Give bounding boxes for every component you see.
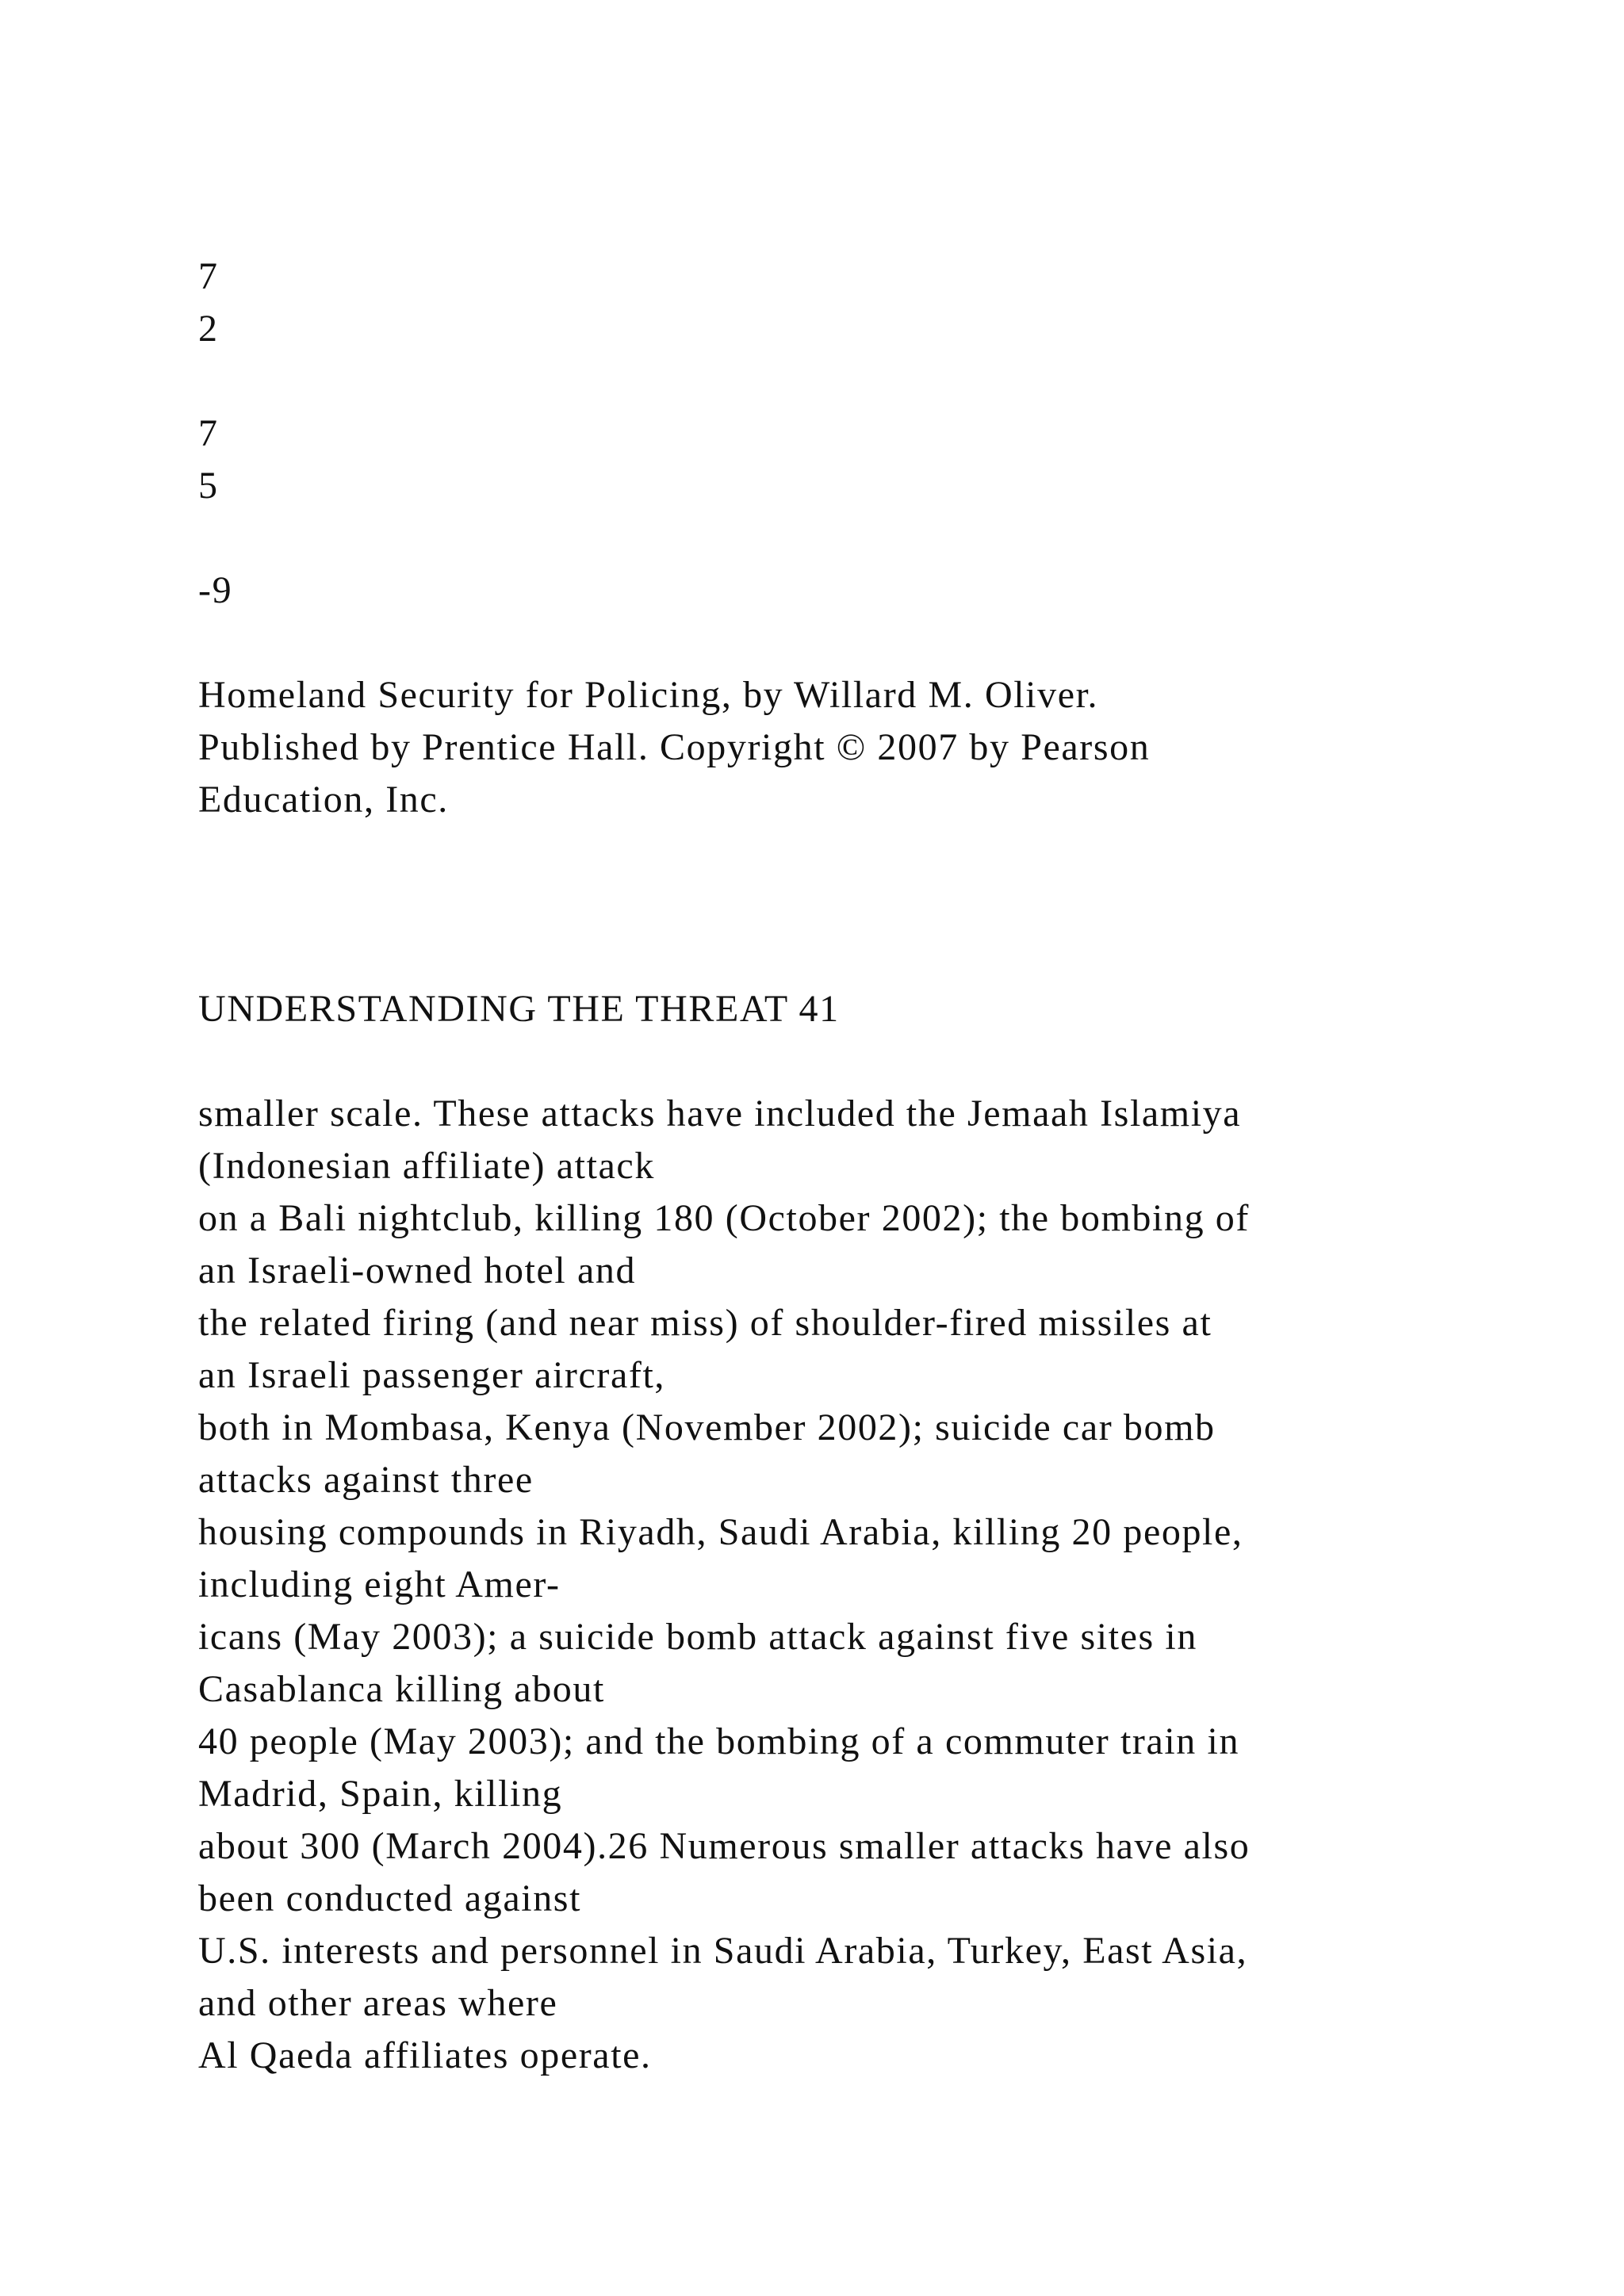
citation-line: Education, Inc. [198, 779, 449, 821]
body-line: including eight Amer- [198, 1563, 561, 1605]
page-fragment: 7 [198, 412, 219, 454]
body-line: attacks against three [198, 1459, 534, 1501]
citation-line: Published by Prentice Hall. Copyright © 2007 by Pearson [198, 726, 1151, 768]
body-line: an Israeli passenger aircraft, [198, 1354, 666, 1396]
body-line: about 300 (March 2004).26 Numerous smaller attacks have also [198, 1825, 1251, 1867]
body-line: the related firing (and near miss) of shoulder-fired missiles at [198, 1302, 1212, 1344]
citation-line: Homeland Security for Policing, by Willard M. Oliver. [198, 674, 1099, 716]
page-fragment: 7 [198, 255, 219, 297]
running-header: UNDERSTANDING THE THREAT 41 [198, 988, 840, 1030]
body-line: (Indonesian affiliate) attack [198, 1145, 655, 1187]
body-line: and other areas where [198, 1982, 558, 2024]
body-line: both in Mombasa, Kenya (November 2002); suicide car bomb [198, 1406, 1216, 1448]
body-line: on a Bali nightclub, killing 180 (October 2002); the bombing of [198, 1197, 1250, 1239]
page-fragment: 2 [198, 308, 219, 350]
body-line: housing compounds in Riyadh, Saudi Arabia, killing 20 people, [198, 1511, 1243, 1553]
body-line: Al Qaeda affiliates operate. [198, 2034, 652, 2076]
body-line: an Israeli-owned hotel and [198, 1249, 637, 1292]
body-line: smaller scale. These attacks have included the Jemaah Islamiya [198, 1093, 1242, 1135]
body-line: been conducted against [198, 1877, 582, 1919]
body-line: 40 people (May 2003); and the bombing of a commuter train in [198, 1720, 1240, 1762]
page-fragment: 5 [198, 465, 219, 507]
page-fragment: -9 [198, 569, 233, 611]
body-line: Casablanca killing about [198, 1668, 605, 1710]
body-line: icans (May 2003); a suicide bomb attack against five sites in [198, 1616, 1197, 1658]
body-line: Madrid, Spain, killing [198, 1773, 563, 1815]
body-line: U.S. interests and personnel in Saudi Arabia, Turkey, East Asia, [198, 1930, 1248, 1972]
